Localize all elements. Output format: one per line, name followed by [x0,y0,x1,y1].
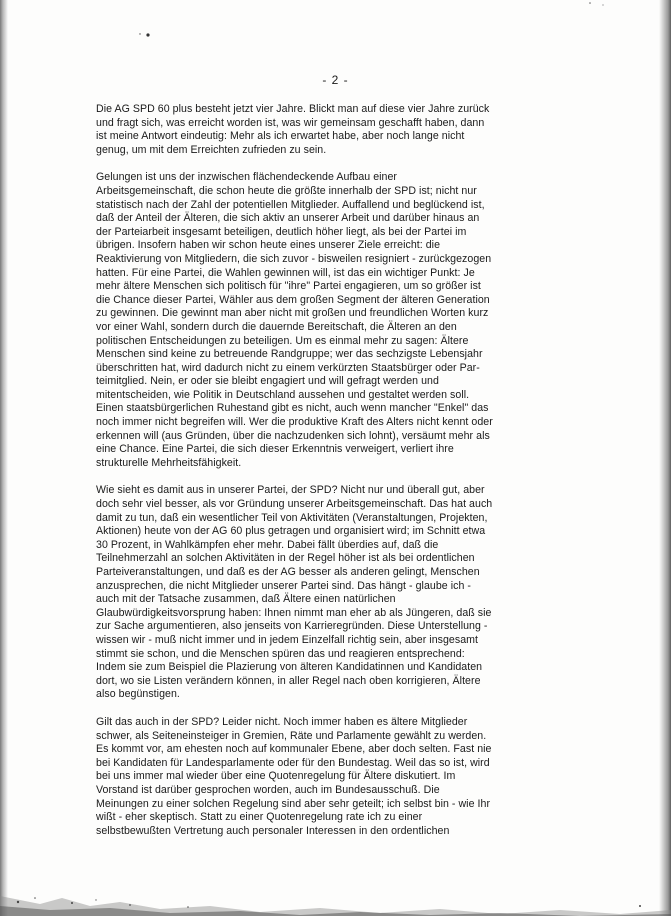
paragraph-party-situation: Wie sieht es damit aus in unserer Partei, der SPD? Nicht nur und überall gut, aber doch sehr viel besser, als vor Gründung unserer Arbeitsgemeinschaft. Das hat auch damit zu tun, daß ein wesentlicher Teil von Aktivitäten (Veranstaltungen, Projekten, Aktionen) heute von der AG 60 plus getragen und organisiert wird; im Schnitt etwa 30 Prozent, in Wahlkämpfen eher mehr. Dabei fällt überdies auf, daß die Teilnehmerzahl an solchen Aktivitäten in der Regel höher ist als bei ordentlichen Parteiveranstaltungen, und daß es der AG besser als anderen gelingt, Menschen anzusprechen, die nicht Mitglieder unserer Partei sind. Das hängt - glaube ich - auch mit der Tatsache zusammen, daß Ältere einen natürlichen Glaubwürdigkeitsvorsprung haben: Ihnen nimmt man eher ab als Jüngeren, daß sie zur Sache argumentieren, also jenseits von Karrieregründen. Diese Unterstellung - wissen wir - muß nicht immer und in jedem Einzelfall richtig sein, aber insgesamt stimmt sie schon, und die Menschen spüren das und reagieren entsprechend: Indem sie zum Beispiel die Plazierung von älteren Kandidatinnen und Kandidaten dort, wo sie Listen verändern können, in aller Regel nach oben korrigieren, Ältere also begünstigen. [96,484,493,701]
scan-left-edge-shadow [0,0,8,916]
page-number: - 2 - [322,73,349,87]
paragraph-achievements: Gelungen ist uns der inzwischen flächendeckende Aufbau einer Arbeitsgemeinschaft, die schon heute die größte innerhalb der SPD ist; nicht nur statistisch nach der Zahl der potentiellen Mitglieder. Auffallend und beglückend ist, daß der Anteil der Älteren, die sich aktiv an unserer Arbeit und darüber hinaus an der Parteiarbeit insgesamt beteiligen, deutlich höher liegt, als bei der Partei im übrigen. Insofern haben wir schon heute eines unserer Ziele erreicht: die Reaktivierung von Mitgliedern, die sich zuvor - bisweilen resigniert - zurückgezogen hatten. Für eine Partei, die Wahlen gewinnen will, ist das ein wichtiger Punkt: Je mehr ältere Menschen sich politisch für "ihre" Partei engagieren, um so größer ist die Chance dieser Partei, Wähler aus dem großen Segment der älteren Generation zu gewinnen. Die gewinnt man aber nicht mit großen und freundlichen Worten kurz vor einer Wahl, sondern durch die dauernde Bereitschaft, die Älteren an den politischen Entscheidungen zu beteiligen. Um es einmal mehr zu sagen: Ältere Menschen sind keine zu betreuende Randgruppe; wer das sechzigste Lebensjahr überschritten hat, wird dadurch nicht zu einem verkürzten Staatsbürger oder Par- teimitglied. Nein, er oder sie bleibt engagiert und will gefragt werden und mitentscheiden, wie Politik in Deutschland aussehen und gestaltet werden soll. Einen staatsbürgerlichen Ruhestand gibt es nicht, auch wenn mancher "Enkel" das noch immer nicht begreifen will. Wer die produktive Kraft des Alters nicht kennt oder erkennen will (aus Gründen, über die nachzudenken sich lohnt), versäumt mehr als eine Chance. Eine Partei, die sich dieser Erkenntnis verweigert, verliert ihre strukturelle Mehrheitsfähigkeit. [96,171,493,469]
paragraph-intro: Die AG SPD 60 plus besteht jetzt vier Jahre. Blickt man auf diese vier Jahre zurück und fragt sich, was erreicht worden ist, was wir gemeinsam geschafft haben, dann ist meine Antwort eindeutig: Mehr als ich erwartet habe, aber noch lange nicht genug, um mit dem Erreichten zufrieden zu sein. [96,103,490,156]
scan-bottom-noise [0,876,671,916]
document-body [96,103,601,852]
scan-right-edge-shadow [659,0,671,916]
scan-top-specks [0,0,671,40]
paragraph-quota-discussion: Gilt das auch in der SPD? Leider nicht. Noch immer haben es ältere Mitglieder schwer, als Seiteneinsteiger in Gremien, Räte und Parlamente gewählt zu werden. Es kommt vor, am ehesten noch auf kommunaler Ebene, aber doch selten. Fast nie bei Kandidaten für Landesparlamente oder für den Bundestag. Weil das so ist, wird bei uns immer mal wieder über eine Quotenregelung für Ältere diskutiert. Im Vorstand ist darüber gesprochen worden, auch im Bundesausschuß. Die Meinungen zu einer solchen Regelung sind aber sehr geteilt; ich selbst bin - wie Ihr wißt - eher skeptisch. Statt zu einer Quotenregelung rate ich zu einer selbstbewußten Vertretung auch personaler Interessen in den ordentlichen [96,715,492,837]
